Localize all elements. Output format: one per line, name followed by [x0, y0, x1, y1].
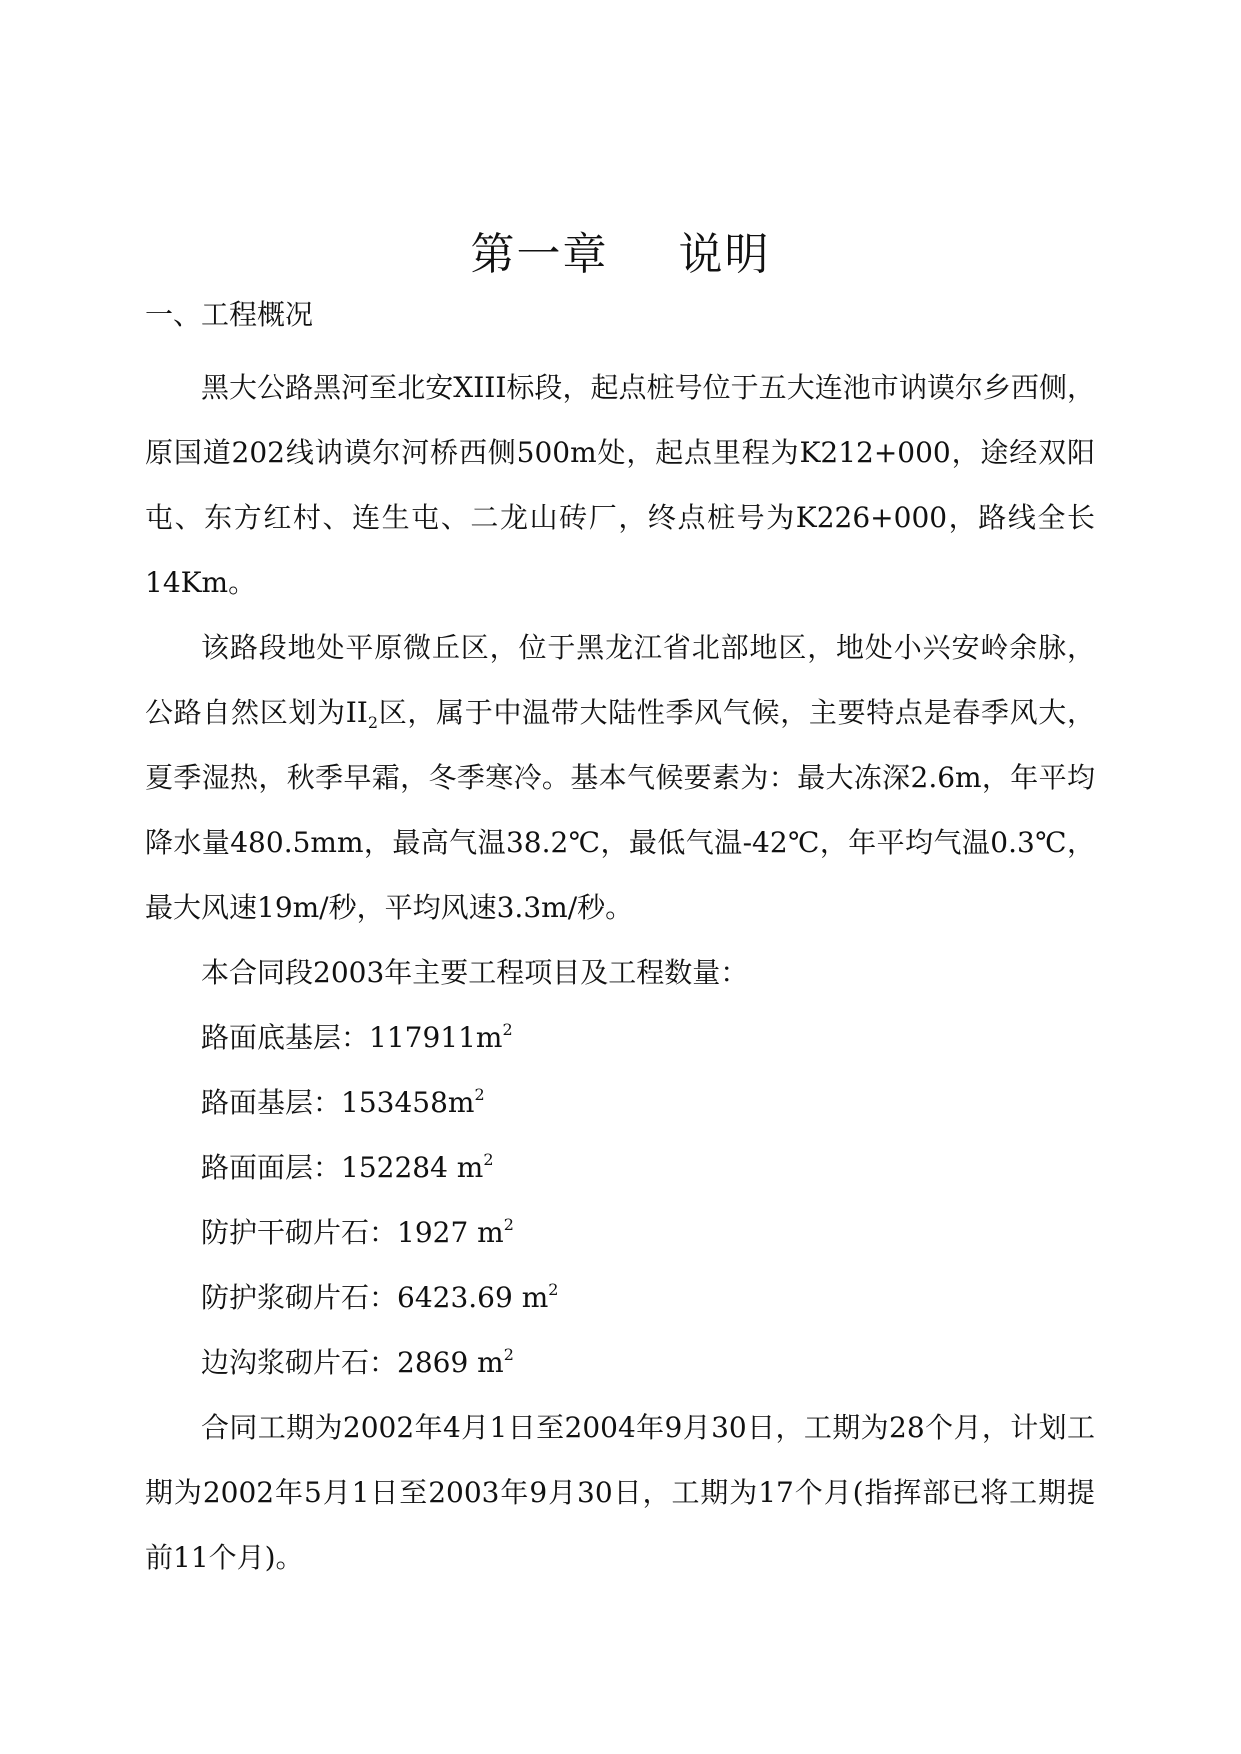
paragraph-quantities-intro: 本合同段2003年主要工程项目及工程数量：	[201, 956, 749, 989]
document-body	[145, 355, 1095, 1590]
quantity-item: 防护干砌片石：1927 $m^2$	[201, 1215, 514, 1249]
quantity-item: 路面底基层：$117911m^2$	[201, 1020, 513, 1054]
paragraph-project-location: 黑大公路黑河至北安XIII标段，起点桩号位于五大连池市讷谟尔乡西侧，原国道202线讷谟尔河桥西侧500m处，起点里程为K212+000，途经双阳屯、东方红村、连生屯、二龙山砖厂，终点桩号为K226+000，路线全长14Km。	[145, 371, 1095, 599]
quantity-item: 路面面层：152284 $m^2$	[201, 1150, 494, 1184]
zone-subscript: 2	[367, 713, 379, 732]
climate-text-start: 该路段地处平原微丘区，位于黑龙江省北部地区，地处小兴安岭余脉，公路自然区划为	[145, 631, 1095, 729]
climate-text-end: 区，属于中温带大陆性季风气候，主要特点是春季风大，夏季湿热，秋季早霜，冬季寒冷。基本气候要素为：最大冻深2.6m，年平均降水量480.5mm，最高气温38.2℃，最低气温-42℃，年平均气温0.3℃，最大风速19m/秒，平均风速3.3m/秒。	[145, 696, 1095, 924]
section-heading: 一、工程概况	[145, 298, 314, 331]
paragraph-schedule: 合同工期为2002年4月1日至2004年9月30日，工期为28个月，计划工期为2002年5月1日至2003年9月30日，工期为17个月(指挥部已将工期提前11个月)。	[145, 1411, 1095, 1574]
chapter-name: 说明	[678, 229, 771, 280]
quantity-item: 边沟浆砌片石：2869 $m^2$	[201, 1345, 514, 1379]
quantity-item: 路面基层：$153458m^2$	[201, 1085, 485, 1119]
zone-label: II	[345, 696, 368, 729]
chapter-number: 第一章	[470, 229, 609, 280]
paragraph-climate	[145, 615, 1095, 940]
chapter-title	[0, 218, 1241, 282]
quantity-item: 防护浆砌片石：6423.69 $m^2$	[201, 1280, 559, 1314]
